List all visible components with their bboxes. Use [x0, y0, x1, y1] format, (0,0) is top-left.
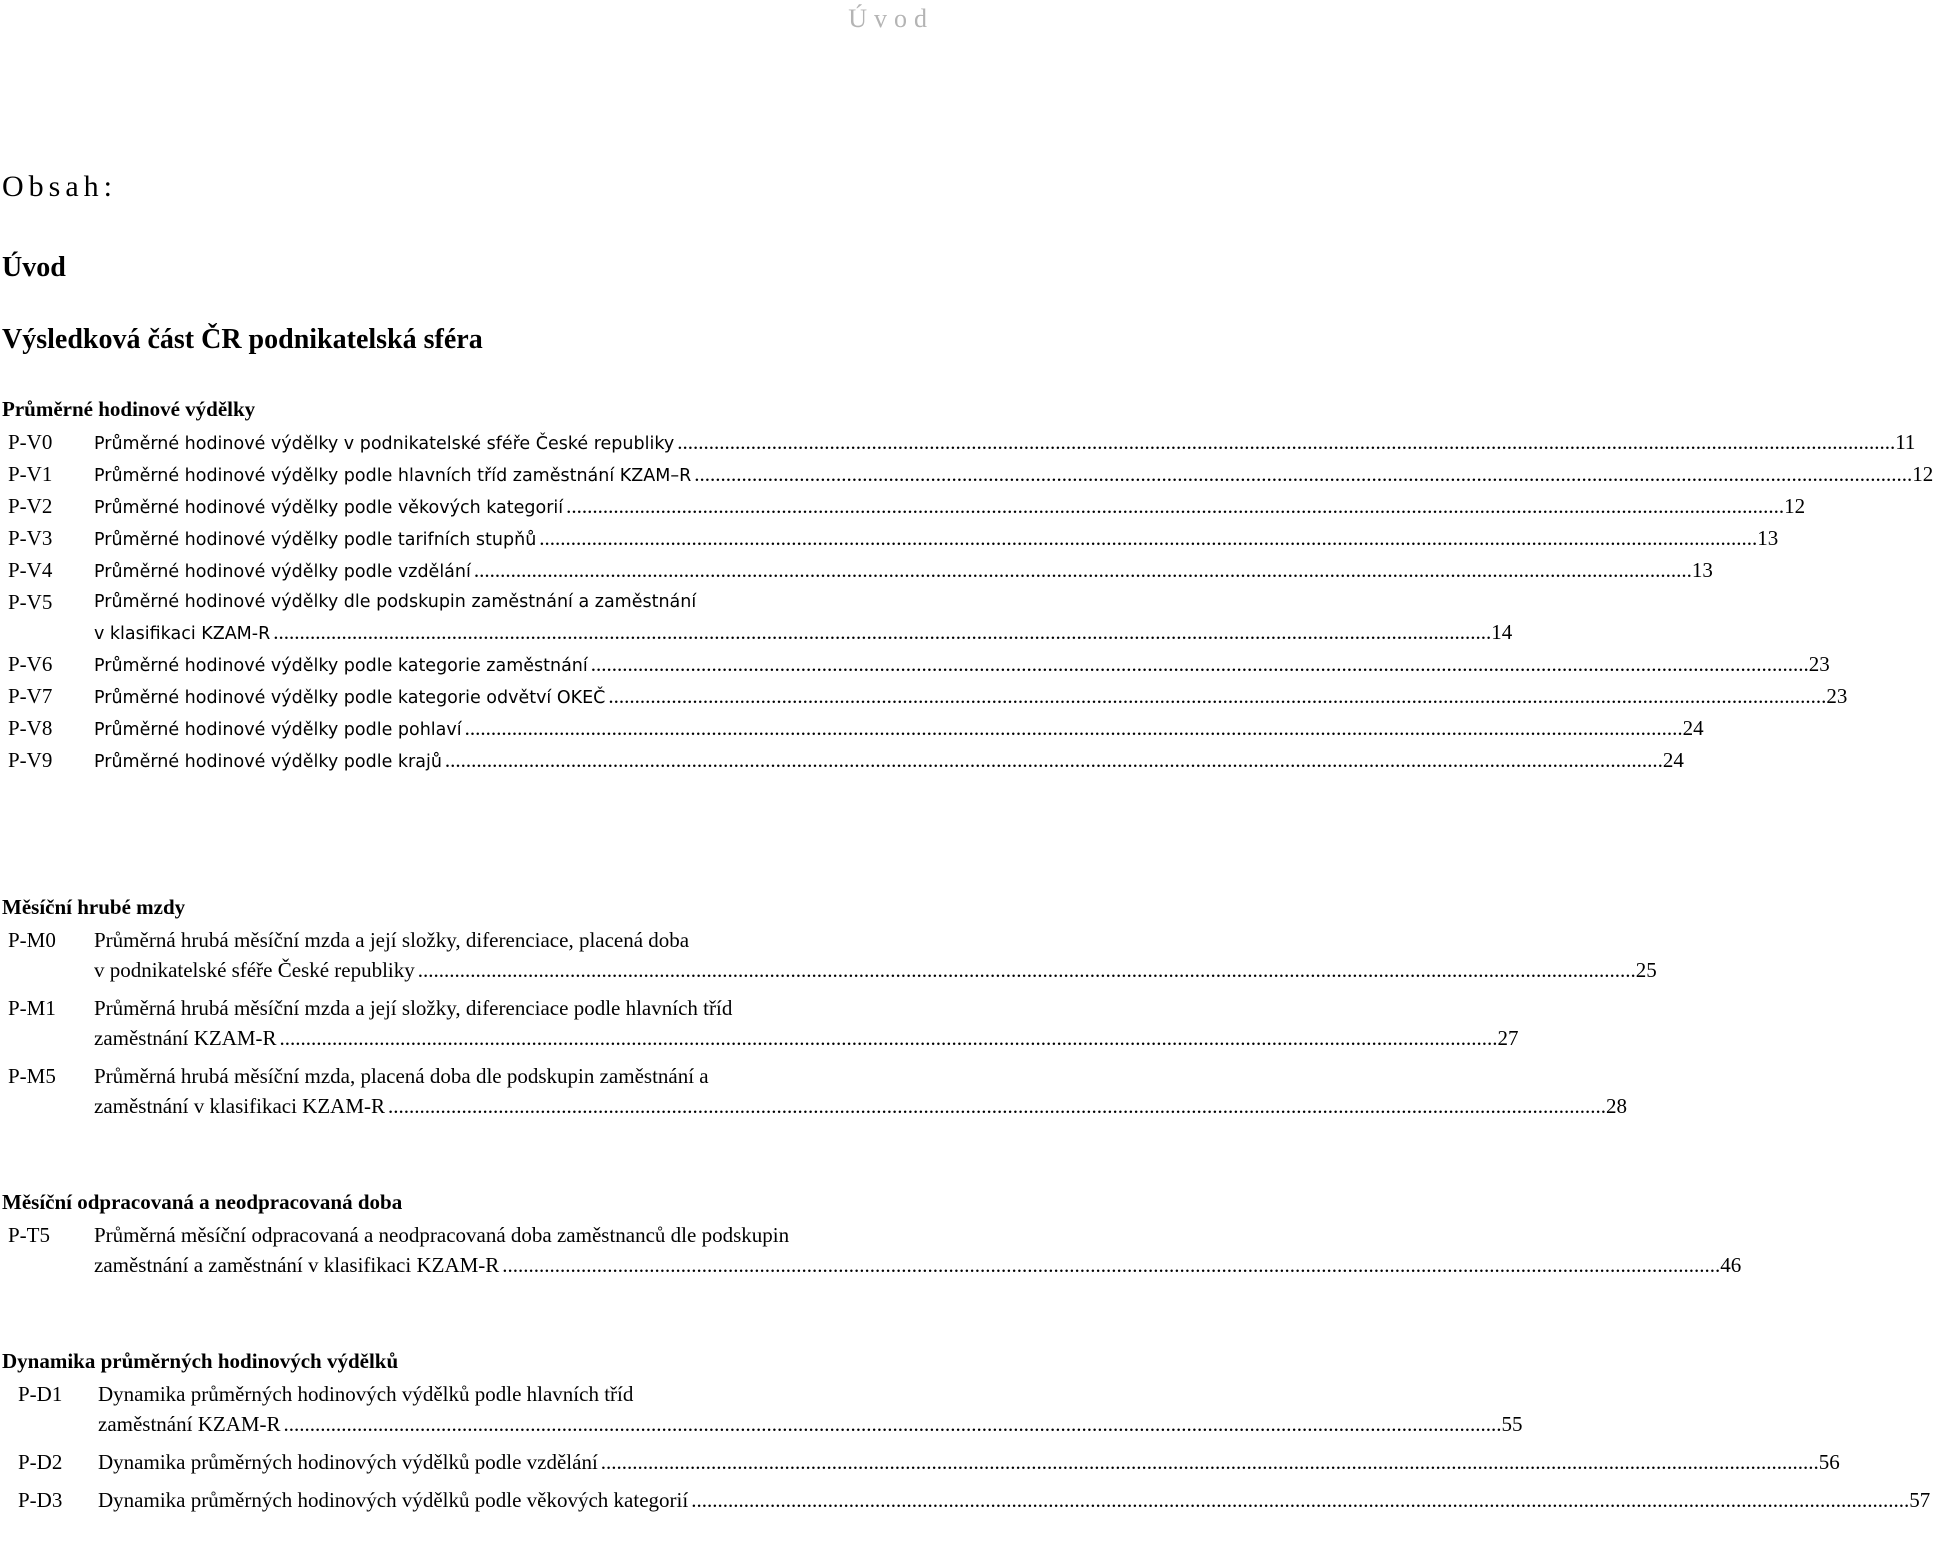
entry-code: P-V6 — [8, 652, 53, 676]
section-monthly-wages — [2, 895, 1657, 1129]
toc-entry[interactable] — [2, 459, 1933, 491]
entry-text — [94, 459, 1933, 491]
section-title: Dynamika průměrných hodinových výdělků — [2, 1349, 399, 1373]
dot-leader — [418, 955, 1636, 985]
entry-code: P-V9 — [8, 748, 53, 772]
entry-line: Průměrné hodinové výdělky podle kategorie zaměstnání — [94, 656, 588, 676]
toc-entry[interactable] — [2, 649, 1830, 681]
entry-code: P-V2 — [8, 494, 53, 518]
dot-leader — [474, 555, 1692, 585]
entry-text — [94, 587, 1512, 649]
entry-line: Průměrné hodinové výdělky dle podskupin zaměstnání a zaměstnání — [94, 592, 697, 612]
entry-last-line — [94, 649, 1830, 681]
entry-last-line — [94, 1250, 1741, 1280]
page-number[interactable]: 23 — [1808, 652, 1830, 676]
dot-leader — [284, 1409, 1502, 1439]
entry-text — [94, 1061, 1627, 1121]
entry-last-line — [94, 1091, 1627, 1121]
entry-line: v podnikatelské sféře České republiky — [94, 958, 415, 982]
entry-gap — [2, 985, 958, 993]
entry-last-line — [94, 459, 1933, 491]
entry-line: Průměrná hrubá měsíční mzda a její složky, diferenciace podle hlavních tříd — [94, 996, 733, 1020]
entry-code: P-V7 — [8, 684, 53, 708]
entry-last-line — [98, 1485, 1930, 1515]
entry-code: P-V4 — [8, 558, 53, 582]
entry-code: P-T5 — [8, 1223, 50, 1247]
entry-code: P-V3 — [8, 526, 53, 550]
dot-leader — [273, 617, 1491, 647]
entry-line: Průměrné hodinové výdělky podle věkových kategorií — [94, 498, 564, 518]
toc-entry[interactable] — [2, 523, 1779, 555]
entry-code: P-M0 — [8, 928, 56, 952]
page-number[interactable]: 24 — [1682, 716, 1704, 740]
entry-code: P-M5 — [8, 1064, 56, 1088]
page-number[interactable]: 57 — [1909, 1488, 1931, 1512]
page-number[interactable]: 13 — [1757, 526, 1779, 550]
entry-code: P-V0 — [8, 430, 53, 454]
entry-line: Průměrné hodinové výdělky podle kategorie odvětví OKEČ — [94, 688, 606, 708]
entry-gap — [2, 1439, 958, 1447]
entry-line: zaměstnání KZAM-R — [94, 1026, 277, 1050]
entry-last-line — [98, 1447, 1840, 1477]
entry-line: zaměstnání a zaměstnání v klasifikaci KZAM-R — [94, 1253, 500, 1277]
entry-last-line — [94, 427, 1915, 459]
entry-code: P-D2 — [18, 1450, 63, 1474]
dot-leader — [445, 745, 1663, 775]
entry-gap — [2, 1515, 958, 1523]
entry-text — [94, 993, 1519, 1053]
toc-entry[interactable] — [2, 427, 1916, 459]
heading-results: Výsledková část ČR podnikatelská sféra — [2, 324, 483, 355]
entry-last-line — [94, 713, 1704, 745]
section-dynamics — [2, 1349, 1931, 1523]
toc-entry[interactable] — [2, 555, 1713, 587]
toc-entry[interactable] — [2, 1485, 1931, 1515]
entry-last-line — [94, 491, 1805, 523]
entry-gap — [2, 1053, 958, 1061]
entry-last-line — [94, 681, 1847, 713]
entry-text — [94, 491, 1805, 523]
entry-code: P-V8 — [8, 716, 53, 740]
toc-entry[interactable] — [2, 1220, 1742, 1280]
page-number[interactable]: 13 — [1691, 558, 1713, 582]
entry-line: Průměrná měsíční odpracovaná a neodpracovaná doba zaměstnanců dle podskupin — [94, 1223, 790, 1247]
entry-text — [98, 1485, 1930, 1515]
page-number[interactable]: 23 — [1826, 684, 1848, 708]
entry-last-line — [94, 555, 1713, 587]
dot-leader — [677, 427, 1895, 457]
page-number[interactable]: 28 — [1606, 1094, 1628, 1118]
page-number[interactable]: 12 — [1912, 462, 1933, 486]
entry-last-line — [94, 745, 1684, 777]
running-header: Úvod — [848, 4, 934, 33]
entry-code: P-D3 — [18, 1488, 63, 1512]
toc-title: Obsah: — [2, 170, 117, 203]
toc-entry[interactable] — [2, 587, 1513, 649]
entry-gap — [2, 1280, 958, 1288]
page-number[interactable]: 11 — [1895, 430, 1916, 454]
entry-line: Průměrná hrubá měsíční mzda, placená doba dle podskupin zaměstnání a — [94, 1064, 709, 1088]
entry-text — [94, 925, 1657, 985]
entry-text — [98, 1447, 1840, 1477]
dot-leader — [591, 649, 1809, 679]
section-title: Průměrné hodinové výdělky — [2, 397, 256, 421]
page-number[interactable]: 56 — [1818, 1450, 1840, 1474]
toc-entry[interactable] — [2, 1447, 1840, 1477]
entry-last-line — [98, 1409, 1523, 1439]
toc-entry[interactable] — [2, 491, 1806, 523]
page-number[interactable]: 24 — [1662, 748, 1684, 772]
entry-line: Průměrné hodinové výdělky podle tarifních stupňů — [94, 530, 537, 550]
entry-code: P-M1 — [8, 996, 56, 1020]
entry-last-line — [94, 1023, 1519, 1053]
page-number[interactable]: 46 — [1720, 1253, 1742, 1277]
page-number[interactable]: 27 — [1497, 1026, 1519, 1050]
dot-leader — [502, 1250, 1720, 1280]
toc-entry[interactable] — [2, 681, 1848, 713]
entry-text — [94, 523, 1778, 555]
entry-gap — [2, 1121, 958, 1129]
entry-code: P-D1 — [18, 1382, 63, 1406]
section-title: Měsíční hrubé mzdy — [2, 895, 186, 919]
section-title: Měsíční odpracovaná a neodpracovaná doba — [2, 1190, 403, 1214]
entry-gap — [2, 1477, 958, 1485]
entry-text — [94, 745, 1684, 777]
entry-code: P-V5 — [8, 590, 53, 614]
toc-entry[interactable] — [2, 993, 1519, 1053]
entry-last-line — [94, 955, 1657, 985]
dot-leader — [601, 1447, 1819, 1477]
dot-leader — [465, 713, 1683, 743]
page-number[interactable]: 55 — [1501, 1412, 1523, 1436]
entry-line: zaměstnání v klasifikaci KZAM-R — [94, 1094, 386, 1118]
toc-entry[interactable] — [2, 925, 1657, 985]
heading-intro: Úvod — [2, 252, 66, 283]
entry-line: Průměrné hodinové výdělky podle krajů — [94, 752, 442, 772]
entry-code: P-V1 — [8, 462, 53, 486]
dot-leader — [608, 681, 1826, 711]
entry-last-line — [94, 523, 1778, 555]
entry-line: v klasifikaci KZAM-R — [94, 624, 271, 644]
entry-line: Dynamika průměrných hodinových výdělků podle vzdělání — [98, 1450, 598, 1474]
entry-text — [94, 649, 1830, 681]
entry-text — [94, 1220, 1741, 1280]
dot-leader — [388, 1091, 1606, 1121]
entry-line: Průměrné hodinové výdělky podle vzdělání — [94, 562, 471, 582]
section-hourly-earnings — [2, 397, 1933, 777]
entry-line: Dynamika průměrných hodinových výdělků podle hlavních tříd — [98, 1382, 634, 1406]
section-worked-time — [2, 1190, 1742, 1288]
dot-leader — [691, 1485, 1909, 1515]
entry-line: Průměrné hodinové výdělky podle pohlaví — [94, 720, 462, 740]
page-number[interactable]: 14 — [1491, 620, 1513, 644]
entry-text — [94, 713, 1704, 745]
entry-text — [98, 1379, 1523, 1439]
entry-line: Průměrné hodinové výdělky podle hlavních tříd zaměstnání KZAM–R — [94, 466, 692, 486]
entry-text — [94, 555, 1713, 587]
toc-entry[interactable] — [2, 1061, 1628, 1121]
entry-line: Průměrné hodinové výdělky v podnikatelské sféře České republiky — [94, 434, 675, 454]
page-number[interactable]: 25 — [1635, 958, 1657, 982]
page-number[interactable]: 12 — [1784, 494, 1806, 518]
dot-leader — [694, 459, 1912, 489]
entry-text — [94, 681, 1847, 713]
dot-leader — [566, 491, 1784, 521]
entry-line: Dynamika průměrných hodinových výdělků podle věkových kategorií — [98, 1488, 689, 1512]
entry-line: zaměstnání KZAM-R — [98, 1412, 281, 1436]
dot-leader — [280, 1023, 1498, 1053]
entry-line: Průměrná hrubá měsíční mzda a její složky, diferenciace, placená doba — [94, 928, 690, 952]
entry-text — [94, 427, 1915, 459]
dot-leader — [539, 523, 1757, 553]
toc-entry[interactable] — [2, 1379, 1523, 1439]
toc-entry[interactable] — [2, 745, 1684, 777]
entry-last-line — [94, 617, 1512, 649]
toc-entry[interactable] — [2, 713, 1704, 745]
